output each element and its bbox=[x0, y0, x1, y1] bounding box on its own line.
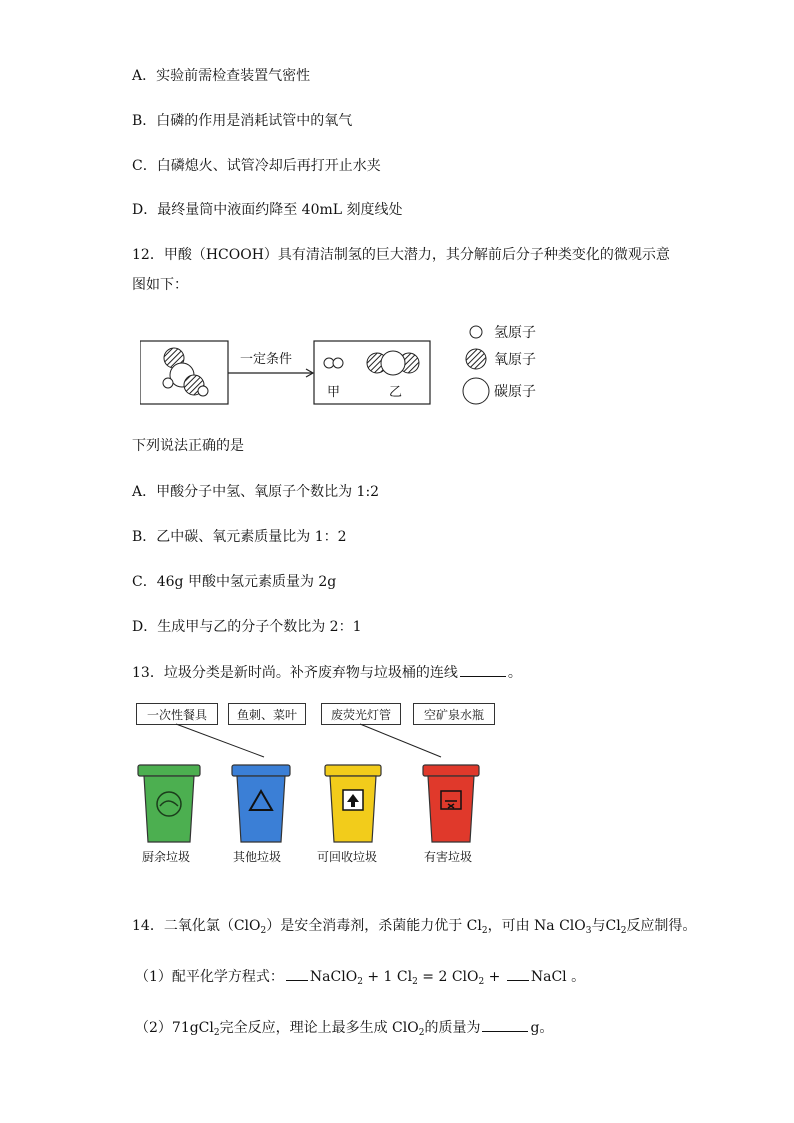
waste-item-label: 空矿泉水瓶 bbox=[413, 703, 495, 725]
subscript: 2 bbox=[412, 977, 418, 987]
q14-part1 bbox=[135, 966, 585, 991]
bin-label: 可回收垃圾 bbox=[317, 850, 378, 864]
recyclable-bin-icon bbox=[325, 765, 381, 842]
q12-option-c: C．46g 甲酸中氢元素质量为 2g bbox=[132, 574, 337, 590]
subscript: 2 bbox=[418, 1028, 425, 1038]
subscript: 2 bbox=[357, 977, 363, 987]
product-yi-label: 乙 bbox=[389, 385, 403, 400]
formula: NaCl 。 bbox=[530, 969, 586, 985]
q14-text: 14．二氧化氯（ClO bbox=[132, 918, 261, 934]
q14-stem bbox=[132, 917, 696, 940]
q11-option-d: D．最终量筒中液面约降至 40mL 刻度线处 bbox=[132, 202, 403, 218]
subscript: 3 bbox=[585, 926, 592, 936]
formula: + bbox=[484, 969, 505, 985]
q11-option-b: B．白磷的作用是消耗试管中的氧气 bbox=[132, 113, 353, 129]
q14-part2 bbox=[135, 1017, 553, 1042]
waste-item-label: 一次性餐具 bbox=[136, 703, 218, 725]
answer-blank[interactable] bbox=[286, 966, 308, 981]
bin-label: 其他垃圾 bbox=[233, 850, 282, 864]
connect-line bbox=[176, 724, 264, 757]
subscript: 2 bbox=[260, 926, 267, 936]
bin-label: 厨余垃圾 bbox=[142, 850, 191, 864]
q11-option-a: A．实验前需检查装置气密性 bbox=[132, 68, 311, 84]
q12-prompt: 下列说法正确的是 bbox=[132, 438, 244, 454]
reaction-condition: 一定条件 bbox=[240, 352, 293, 367]
q14-p2-text: 完全反应，理论上最多生成 ClO bbox=[219, 1020, 419, 1036]
q14-p1-label: （1）配平化学方程式： bbox=[135, 969, 284, 985]
q14-p2-text: 的质量为 bbox=[424, 1020, 481, 1036]
kitchen-bin-icon bbox=[138, 765, 200, 842]
q13-period: 。 bbox=[507, 665, 522, 681]
bin-label: 有害垃圾 bbox=[424, 850, 473, 864]
hazardous-bin-icon bbox=[423, 765, 479, 842]
subscript: 2 bbox=[481, 926, 488, 936]
legend-carbon-label: 碳原子 bbox=[494, 384, 536, 400]
connect-line bbox=[360, 724, 441, 757]
formula: + 1 Cl bbox=[362, 969, 413, 985]
q13-stem-text: 13．垃圾分类是新时尚。补齐废弃物与垃圾桶的连线 bbox=[132, 665, 458, 681]
formula: = 2 ClO bbox=[417, 969, 479, 985]
other-bin-icon bbox=[232, 765, 290, 842]
q14-text: 与Cl bbox=[591, 918, 621, 934]
answer-blank[interactable] bbox=[482, 1017, 528, 1032]
q14-p2-text: （2）71gCl bbox=[135, 1020, 214, 1036]
q14-text: ，可由 Na ClO bbox=[487, 918, 586, 934]
legend-oxygen-label: 氧原子 bbox=[494, 352, 536, 368]
waste-item-label: 鱼刺、菜叶 bbox=[228, 703, 306, 725]
q14-text: ）是安全消毒剂，杀菌能力优于 Cl bbox=[266, 918, 482, 934]
q12-stem: 12．甲酸（HCOOH）具有清洁制氢的巨大潜力，其分解前后分子种类变化的微观示意图如下： bbox=[132, 247, 670, 293]
subscript: 2 bbox=[213, 1028, 220, 1038]
subscript: 2 bbox=[478, 977, 485, 987]
q12-option-a: A．甲酸分子中氢、氧原子个数比为 1:2 bbox=[132, 484, 380, 500]
product-jia-label: 甲 bbox=[327, 385, 341, 400]
q12-option-d: D．生成甲与乙的分子个数比为 2：1 bbox=[132, 619, 362, 635]
legend-hydrogen-label: 氢原子 bbox=[494, 325, 536, 341]
waste-item-label: 废荧光灯管 bbox=[321, 703, 401, 725]
q14-p2-text: g。 bbox=[530, 1020, 554, 1036]
q11-option-c: C．白磷熄火、试管冷却后再打开止水夹 bbox=[132, 158, 381, 174]
q12-option-b: B．乙中碳、氧元素质量比为 1：2 bbox=[132, 529, 347, 545]
subscript: 2 bbox=[620, 926, 627, 936]
answer-blank[interactable] bbox=[507, 966, 529, 981]
q14-text: 反应制得。 bbox=[626, 918, 697, 934]
formula: NaClO bbox=[309, 969, 358, 985]
